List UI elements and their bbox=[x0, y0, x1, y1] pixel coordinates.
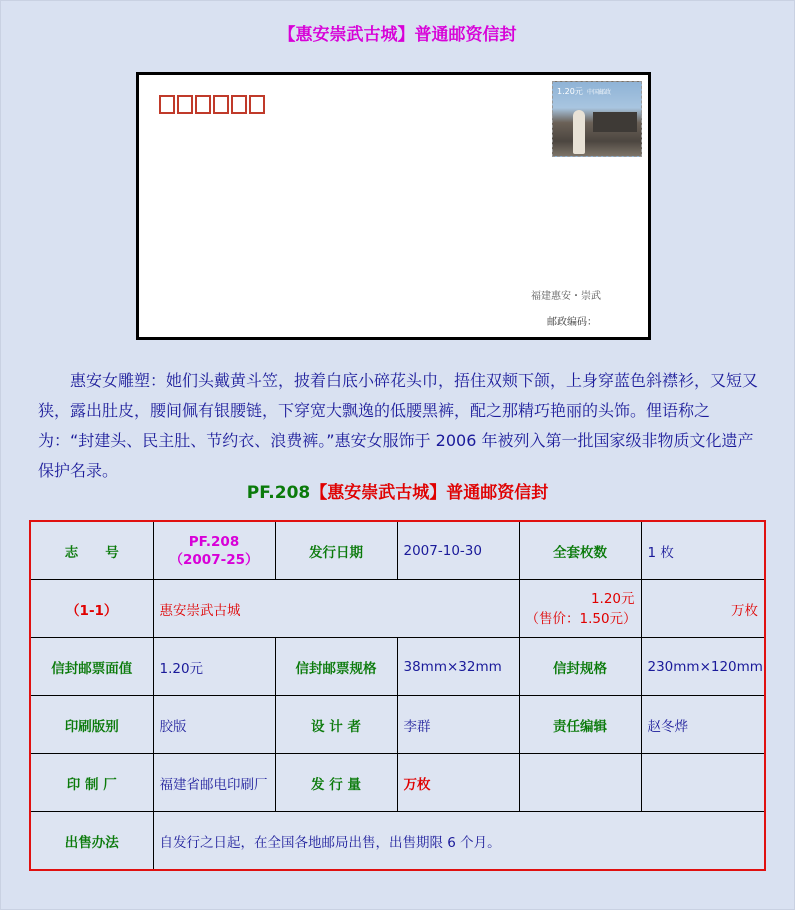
stamp-country: 中国邮政 bbox=[587, 89, 612, 96]
editor: 赵冬烨 bbox=[641, 696, 765, 754]
description-text: 惠安女雕塑：她们头戴黄斗笠，披着白底小碎花头巾，捂住双颊下颌，上身穿蓝色斜襟衫，又短又狭，露出肚皮，腰间佩有银腰链，下穿宽大飘逸的低腰黑裤，配之那精巧艳丽的头饰。俚语称之为：“封建头、民主肚、节约衣、浪费裤。”惠安女服饰于 2006 年被列入第一批国家级非物质文化遗产保护名录。 bbox=[38, 371, 759, 480]
stamp-city-wall bbox=[593, 112, 637, 132]
label-designer: 设 计 者 bbox=[275, 696, 397, 754]
postcode-box bbox=[195, 95, 211, 114]
issue-date: 2007-10-30 bbox=[397, 521, 519, 580]
stamp-size: 38mm×32mm bbox=[397, 638, 519, 696]
item-face-price: 1.20元 bbox=[590, 590, 635, 607]
envelope-place: 福建惠安・崇武 bbox=[531, 291, 601, 302]
label-printer: 印 制 厂 bbox=[30, 754, 153, 812]
printer: 福建省邮电印刷厂 bbox=[153, 754, 275, 812]
postcode-boxes bbox=[159, 95, 265, 114]
label-volume: 发 行 量 bbox=[275, 754, 397, 812]
sale-method: 自发行之日起，在全国各地邮局出售，出售期限 6 个月。 bbox=[153, 812, 765, 871]
issue-id bbox=[153, 521, 275, 580]
face-value: 1.20元 bbox=[153, 638, 275, 696]
table-row bbox=[30, 521, 765, 580]
item-number: （1-1） bbox=[30, 580, 153, 638]
postcode-box bbox=[249, 95, 265, 114]
page-title: 【惠安崇武古城】普通邮资信封 bbox=[278, 25, 517, 45]
table-row bbox=[30, 580, 765, 638]
section-name: 【惠安崇武古城】普通邮资信封 bbox=[310, 483, 549, 503]
label-print-type: 印刷版别 bbox=[30, 696, 153, 754]
spec-table bbox=[29, 520, 766, 871]
table-row bbox=[30, 638, 765, 696]
table-row bbox=[30, 812, 765, 871]
postcode-box bbox=[213, 95, 229, 114]
description bbox=[38, 366, 762, 486]
empty-cell bbox=[519, 754, 641, 812]
postcode-box bbox=[159, 95, 175, 114]
postage-stamp bbox=[552, 81, 642, 157]
envelope-image bbox=[136, 72, 651, 340]
label-stamp-size: 信封邮票规格 bbox=[275, 638, 397, 696]
item-price bbox=[519, 580, 641, 638]
issue-id-year: （2007-25） bbox=[169, 551, 259, 568]
postcode-box bbox=[177, 95, 193, 114]
postcode-box bbox=[231, 95, 247, 114]
item-quantity: 万枚 bbox=[641, 580, 765, 638]
item-name: 惠安崇武古城 bbox=[153, 580, 519, 638]
label-face-value: 信封邮票面值 bbox=[30, 638, 153, 696]
section-code: PF.208 bbox=[246, 483, 311, 503]
issue-id-code: PF.208 bbox=[188, 533, 240, 550]
label-sale-method: 出售办法 bbox=[30, 812, 153, 871]
label-envelope-size: 信封规格 bbox=[519, 638, 641, 696]
set-count: 1 枚 bbox=[641, 521, 765, 580]
table-row bbox=[30, 754, 765, 812]
volume: 万枚 bbox=[397, 754, 519, 812]
envelope-size: 230mm×120mm bbox=[641, 638, 765, 696]
label-editor: 责任编辑 bbox=[519, 696, 641, 754]
envelope-postcode-label: 邮政编码： bbox=[547, 317, 597, 328]
item-sale-price: （售价：1.50元） bbox=[525, 610, 637, 627]
table-row bbox=[30, 696, 765, 754]
print-type: 胶版 bbox=[153, 696, 275, 754]
stamp-statue bbox=[573, 110, 585, 154]
label-issue-date: 发行日期 bbox=[275, 521, 397, 580]
stamp-face-value: 1.20元 bbox=[557, 87, 583, 96]
section-title bbox=[0, 478, 795, 503]
designer: 李群 bbox=[397, 696, 519, 754]
label-id: 志 号 bbox=[30, 521, 153, 580]
label-set-count: 全套枚数 bbox=[519, 521, 641, 580]
empty-cell bbox=[641, 754, 765, 812]
